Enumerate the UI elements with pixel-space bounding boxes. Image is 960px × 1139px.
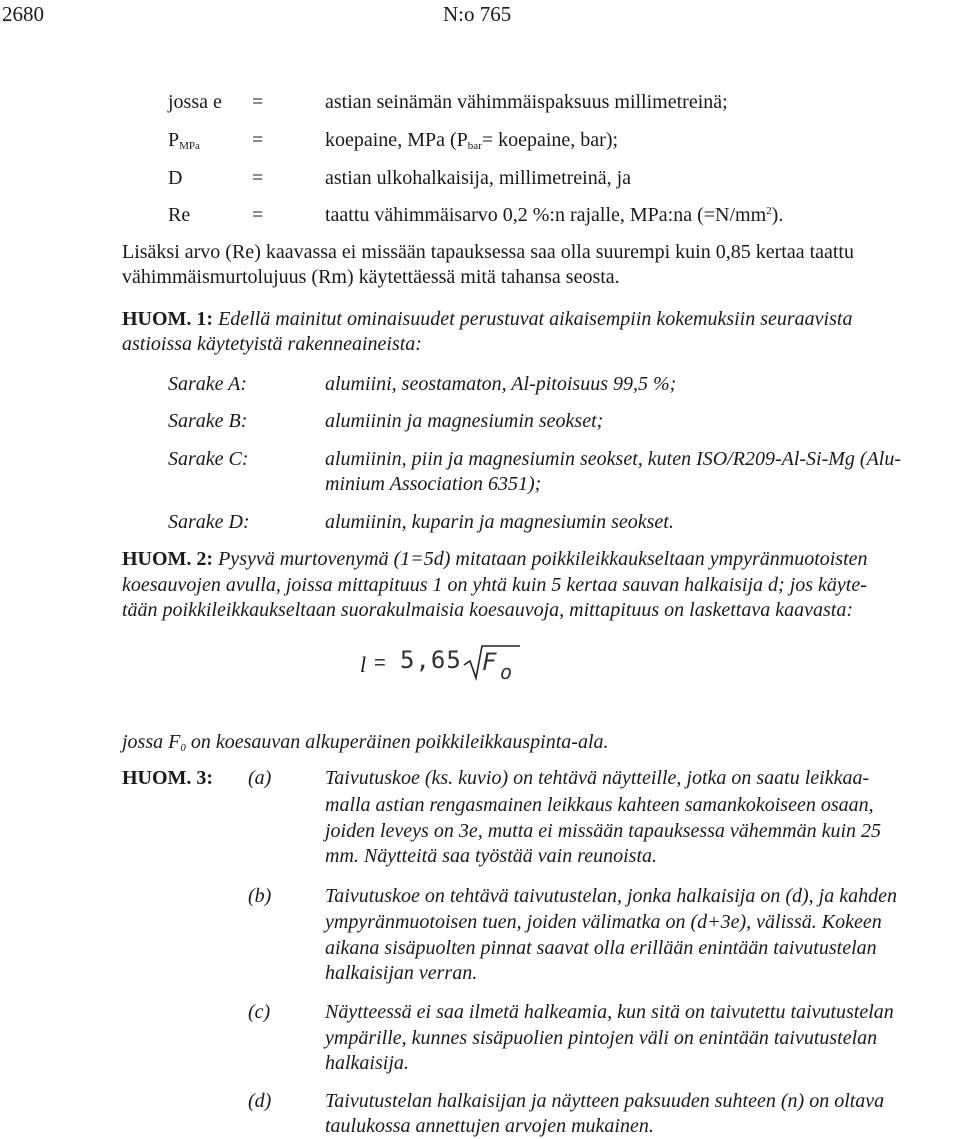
sarake-text: alumiinin, kuparin ja magnesiumin seokset. [325, 511, 674, 533]
jossa-f0-line: jossa $F_0$ on koesauvan alkuperäinen poikkileikkauspinta-ala. [122, 731, 609, 754]
sarake-label: Sarake D: [168, 511, 250, 533]
list-item-line: joiden leveys on 3e, mutta ei missään tapauksessa vähemmän kuin 25 [325, 820, 882, 842]
huom2-paragraph: HUOM. 2: Pysyvä murtovenymä (1=5d) mitataan poikkileikkaukseltaan ympyränmuotoisten [122, 548, 868, 570]
sarake-text: alumiinin ja magnesiumin seokset; [325, 410, 604, 432]
sarake-text: minium Association 6351); [325, 473, 542, 495]
formula-lhs: l [360, 652, 367, 677]
lisaksi-line: vähimmäismurtolujuus (Rm) käytettäessä mitä tahansa seosta. [122, 266, 620, 288]
list-item-line: ympyränmuotoisen tuen, joiden välimatka on (d+3e), välissä. Kokeen [325, 911, 882, 933]
list-marker: (a) [248, 767, 272, 789]
huom2-line: koesauvojen avulla, joissa mittapituus 1 on yhtä kuin 5 kertaa sauvan halkaisija d; jos käyte- [122, 574, 867, 596]
list-item-line: halkaisija. [325, 1052, 409, 1074]
def-description: koepaine, MPa ($P_{bar}=$ koepaine, bar); [325, 129, 619, 152]
gauge-length-formula [360, 638, 530, 686]
lisaksi-line: Lisäksi arvo (Re) kaavassa ei missään tapauksessa saa olla suurempi kuin 0,85 kertaa taattu [122, 241, 854, 263]
def-symbol: jossa e [168, 91, 222, 113]
list-marker: (c) [248, 1001, 271, 1023]
list-item-line: mm. Näytteitä saa työstää vain reunoista. [325, 845, 658, 867]
list-item-line: Taivutustelan halkaisijan ja näytteen paksuuden suhteen (n) on oltava [325, 1090, 885, 1112]
def-symbol: $P_{MPa}$ [168, 129, 200, 152]
formula-coefficient: 5,65 [400, 646, 462, 674]
sarake-text: alumiini, seostamaton, Al-pitoisuus 99,5 %; [325, 373, 677, 395]
list-item-line: malla astian rengasmainen leikkaus kahteen samankokoiseen osaan, [325, 794, 874, 816]
formula-variable: F [482, 648, 497, 676]
sarake-text: alumiinin, piin ja magnesiumin seokset, kuten ISO/R209-Al-Si-Mg (Alu- [325, 448, 902, 470]
def-symbol: D [168, 167, 183, 189]
def-description: astian seinämän vähimmäispaksuus millimetreinä; [325, 91, 728, 113]
huom2-label: HUOM. 2: [122, 548, 214, 570]
def-equals: = [252, 129, 264, 151]
def-equals: = [252, 167, 264, 189]
list-item-line: aikana sisäpuolten pinnat saavat olla erillään enintään taivutustelan [325, 937, 877, 959]
def-symbol: Re [168, 204, 191, 226]
sarake-label: Sarake B: [168, 410, 248, 432]
list-item-line: Taivutuskoe (ks. kuvio) on tehtävä näytteille, jotka on saatu leikkaa- [325, 767, 870, 789]
list-marker: (d) [248, 1090, 272, 1112]
huom3-label: HUOM. 3: [122, 767, 214, 789]
def-equals: = [252, 204, 264, 226]
list-item-line: Taivutuskoe on tehtävä taivutustelan, jonka halkaisija on (d), ja kahden [325, 885, 897, 907]
list-item-line: Näytteessä ei saa ilmetä halkeamia, kun sitä on taivutettu taivutustelan [325, 1001, 894, 1023]
huom1-paragraph: HUOM. 1: Edellä mainitut ominaisuudet perustuvat aikaisempiin kokemuksiin seuraavista [122, 308, 853, 330]
def-equals: = [252, 91, 264, 113]
list-marker: (b) [248, 885, 272, 907]
huom1-line: astioissa käytetyistä rakenneaineista: [122, 333, 422, 355]
sarake-label: Sarake A: [168, 373, 248, 395]
formula-subscript: o [500, 660, 513, 684]
issue-number: N:o 765 [443, 2, 512, 26]
list-item-line: ympärille, kunnes sisäpuolien pintojen väli on enintään taivutustelan [325, 1027, 878, 1049]
huom1-label: HUOM. 1: [122, 308, 214, 330]
huom2-line: tään poikkileikkaukseltaan suorakulmaisia koesauvoja, mittapituus on laskettava kaavasta: [122, 599, 853, 621]
sarake-label: Sarake C: [168, 448, 249, 470]
formula-equals: = [374, 652, 386, 674]
list-item-line: halkaisijan verran. [325, 962, 478, 984]
def-description: astian ulkohalkaisija, millimetreinä, ja [325, 167, 632, 189]
def-description: taattu vähimmäisarvo 0,2 %:n rajalle, MPa:na $(=N/mm^2)$. [325, 204, 784, 226]
page-number: 2680 [2, 2, 44, 26]
list-item-line: taulukossa annettujen arvojen mukainen. [325, 1115, 654, 1137]
